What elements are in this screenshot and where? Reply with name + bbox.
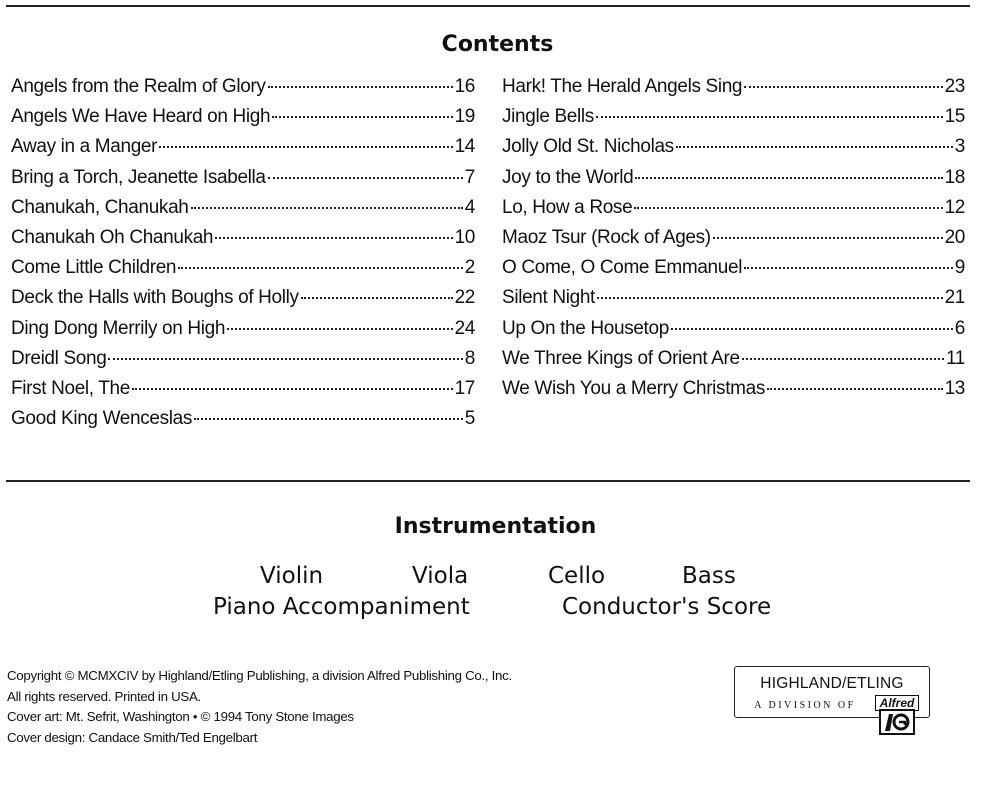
toc-entry-title: O Come, O Come Emmanuel: [502, 257, 743, 279]
toc-dot-leader: [268, 177, 463, 179]
toc-entry: [502, 106, 965, 136]
toc-entry: [502, 227, 965, 257]
toc-entry-title: First Noel, The: [11, 377, 130, 399]
toc-entry: [502, 76, 965, 106]
toc-entry: [502, 318, 965, 348]
toc-dot-leader: [268, 86, 453, 88]
alfred-logo-icon: [875, 695, 919, 739]
publisher-logo: [734, 666, 930, 718]
toc-entry-page: 19: [454, 106, 475, 128]
toc-entry: [502, 197, 965, 227]
publisher-name: HIGHLAND/ETLING: [760, 675, 904, 692]
toc-entry-title: Good King Wenceslas: [11, 408, 192, 430]
instrument-viola: Viola: [412, 563, 469, 589]
section-rule: [6, 480, 970, 482]
toc-entry-page: 13: [944, 377, 965, 399]
toc-entry: [11, 76, 475, 106]
toc-entry-title: Up On the Housetop: [502, 317, 669, 339]
toc-entry-page: 21: [944, 287, 965, 309]
instrument-piano-accompaniment: Piano Accompaniment: [213, 594, 470, 620]
toc-entry-title: Silent Night: [502, 287, 595, 309]
toc-dot-leader: [597, 297, 943, 299]
toc-entry: [502, 378, 965, 408]
toc-entry-page: 5: [464, 408, 475, 430]
toc-entry-title: We Wish You a Merry Christmas: [502, 377, 765, 399]
toc-entry-title: Away in a Manger: [11, 136, 158, 158]
toc-entry-title: Jingle Bells: [502, 106, 594, 128]
toc-entry: [11, 378, 475, 408]
toc-entry-page: 6: [954, 317, 965, 339]
toc-dot-leader: [671, 328, 953, 330]
toc-entry-title: Ding Dong Merrily on High: [11, 317, 226, 339]
toc-entry-title: We Three Kings of Orient Are: [502, 347, 740, 369]
toc-entry: [11, 136, 475, 166]
toc-entry-title: Maoz Tsur (Rock of Ages): [502, 226, 711, 248]
contents-heading: Contents: [441, 32, 554, 57]
toc-entry-page: 11: [945, 347, 965, 369]
toc-dot-leader: [132, 388, 453, 390]
toc-entry-page: 24: [454, 317, 475, 339]
toc-left-column: [11, 76, 475, 438]
toc-entry: [502, 348, 965, 378]
cover-design-line: Cover design: Candace Smith/Ted Engelbart: [7, 729, 258, 745]
toc-entry: [11, 106, 475, 136]
toc-entry-page: 14: [454, 136, 475, 158]
toc-entry-title: Angels from the Realm of Glory: [11, 76, 266, 97]
toc-entry-page: 15: [944, 106, 965, 128]
toc-dot-leader: [108, 358, 462, 360]
alfred-emblem-icon: [879, 709, 915, 735]
toc-entry-page: 7: [464, 166, 475, 188]
toc-entry-page: 8: [464, 347, 475, 369]
toc-entry: [11, 197, 475, 227]
toc-entry-title: Chanukah Oh Chanukah: [11, 226, 214, 248]
toc-entry: [502, 257, 965, 287]
toc-entry-page: 3: [954, 136, 965, 158]
rights-line: All rights reserved. Printed in USA.: [7, 688, 201, 704]
toc-entry: [11, 167, 475, 197]
toc-dot-leader: [744, 267, 953, 269]
toc-entry: [11, 318, 475, 348]
toc-right-column: [502, 76, 965, 408]
toc-dot-leader: [272, 116, 452, 118]
toc-entry-title: Dreidl Song: [11, 347, 107, 369]
toc-entry: [11, 257, 475, 287]
toc-entry: [502, 287, 965, 317]
toc-dot-leader: [159, 146, 452, 148]
toc-dot-leader: [227, 328, 452, 330]
instrumentation-heading: Instrumentation: [394, 514, 597, 539]
toc-entry-title: Lo, How a Rose: [502, 196, 633, 218]
toc-dot-leader: [713, 237, 943, 239]
toc-dot-leader: [634, 207, 942, 209]
toc-entry-title: Joy to the World: [502, 166, 634, 188]
toc-entry-title: Come Little Children: [11, 257, 177, 279]
toc-dot-leader: [596, 116, 943, 118]
toc-entry-page: 10: [454, 226, 475, 248]
toc-dot-leader: [215, 237, 452, 239]
toc-entry-page: 9: [954, 257, 965, 279]
publisher-division-text: A DIVISION OF: [754, 700, 856, 711]
alfred-logo-text: Alfred: [875, 695, 919, 711]
toc-entry-page: 20: [944, 226, 965, 248]
toc-dot-leader: [191, 207, 463, 209]
toc-entry-page: 17: [454, 377, 475, 399]
toc-entry-page: 22: [454, 287, 475, 309]
instrument-conductors-score: Conductor's Score: [562, 594, 772, 620]
toc-dot-leader: [301, 297, 453, 299]
cover-art-line: Cover art: Mt. Sefrit, Washington • © 1994 Tony Stone Images: [7, 709, 354, 724]
toc-dot-leader: [767, 388, 943, 390]
toc-entry-title: Chanukah, Chanukah: [11, 196, 189, 218]
top-rule: [6, 5, 970, 7]
toc-entry-title: Jolly Old St. Nicholas: [502, 136, 674, 158]
toc-entry-page: 16: [454, 76, 475, 97]
toc-entry-title: Deck the Halls with Boughs of Holly: [11, 287, 299, 309]
instrument-bass: Bass: [682, 563, 736, 589]
toc-entry-title: Hark! The Herald Angels Sing: [502, 76, 743, 97]
toc-entry: [502, 167, 965, 197]
toc-entry-page: 23: [944, 76, 965, 97]
toc-entry-title: Bring a Torch, Jeanette Isabella: [11, 166, 266, 188]
instrument-cello: Cello: [548, 563, 606, 589]
toc-entry: [502, 136, 965, 166]
toc-dot-leader: [744, 86, 942, 88]
instrument-violin: Violin: [260, 563, 324, 589]
toc-dot-leader: [742, 358, 944, 360]
toc-entry-page: 12: [944, 196, 965, 218]
toc-entry-page: 4: [464, 196, 475, 218]
toc-entry: [11, 408, 475, 438]
toc-entry-title: Angels We Have Heard on High: [11, 106, 271, 128]
toc-entry: [11, 348, 475, 378]
toc-dot-leader: [194, 418, 463, 420]
toc-entry: [11, 227, 475, 257]
toc-dot-leader: [635, 177, 942, 179]
toc-entry: [11, 287, 475, 317]
copyright-line: Copyright © MCMXCIV by Highland/Etling Publishing, a division Alfred Publishing Co., Inc.: [7, 668, 512, 683]
toc-dot-leader: [676, 146, 953, 148]
toc-entry-page: 2: [464, 257, 475, 279]
toc-dot-leader: [178, 267, 463, 269]
copyright-block: [7, 666, 512, 748]
toc-entry-page: 18: [944, 166, 965, 188]
